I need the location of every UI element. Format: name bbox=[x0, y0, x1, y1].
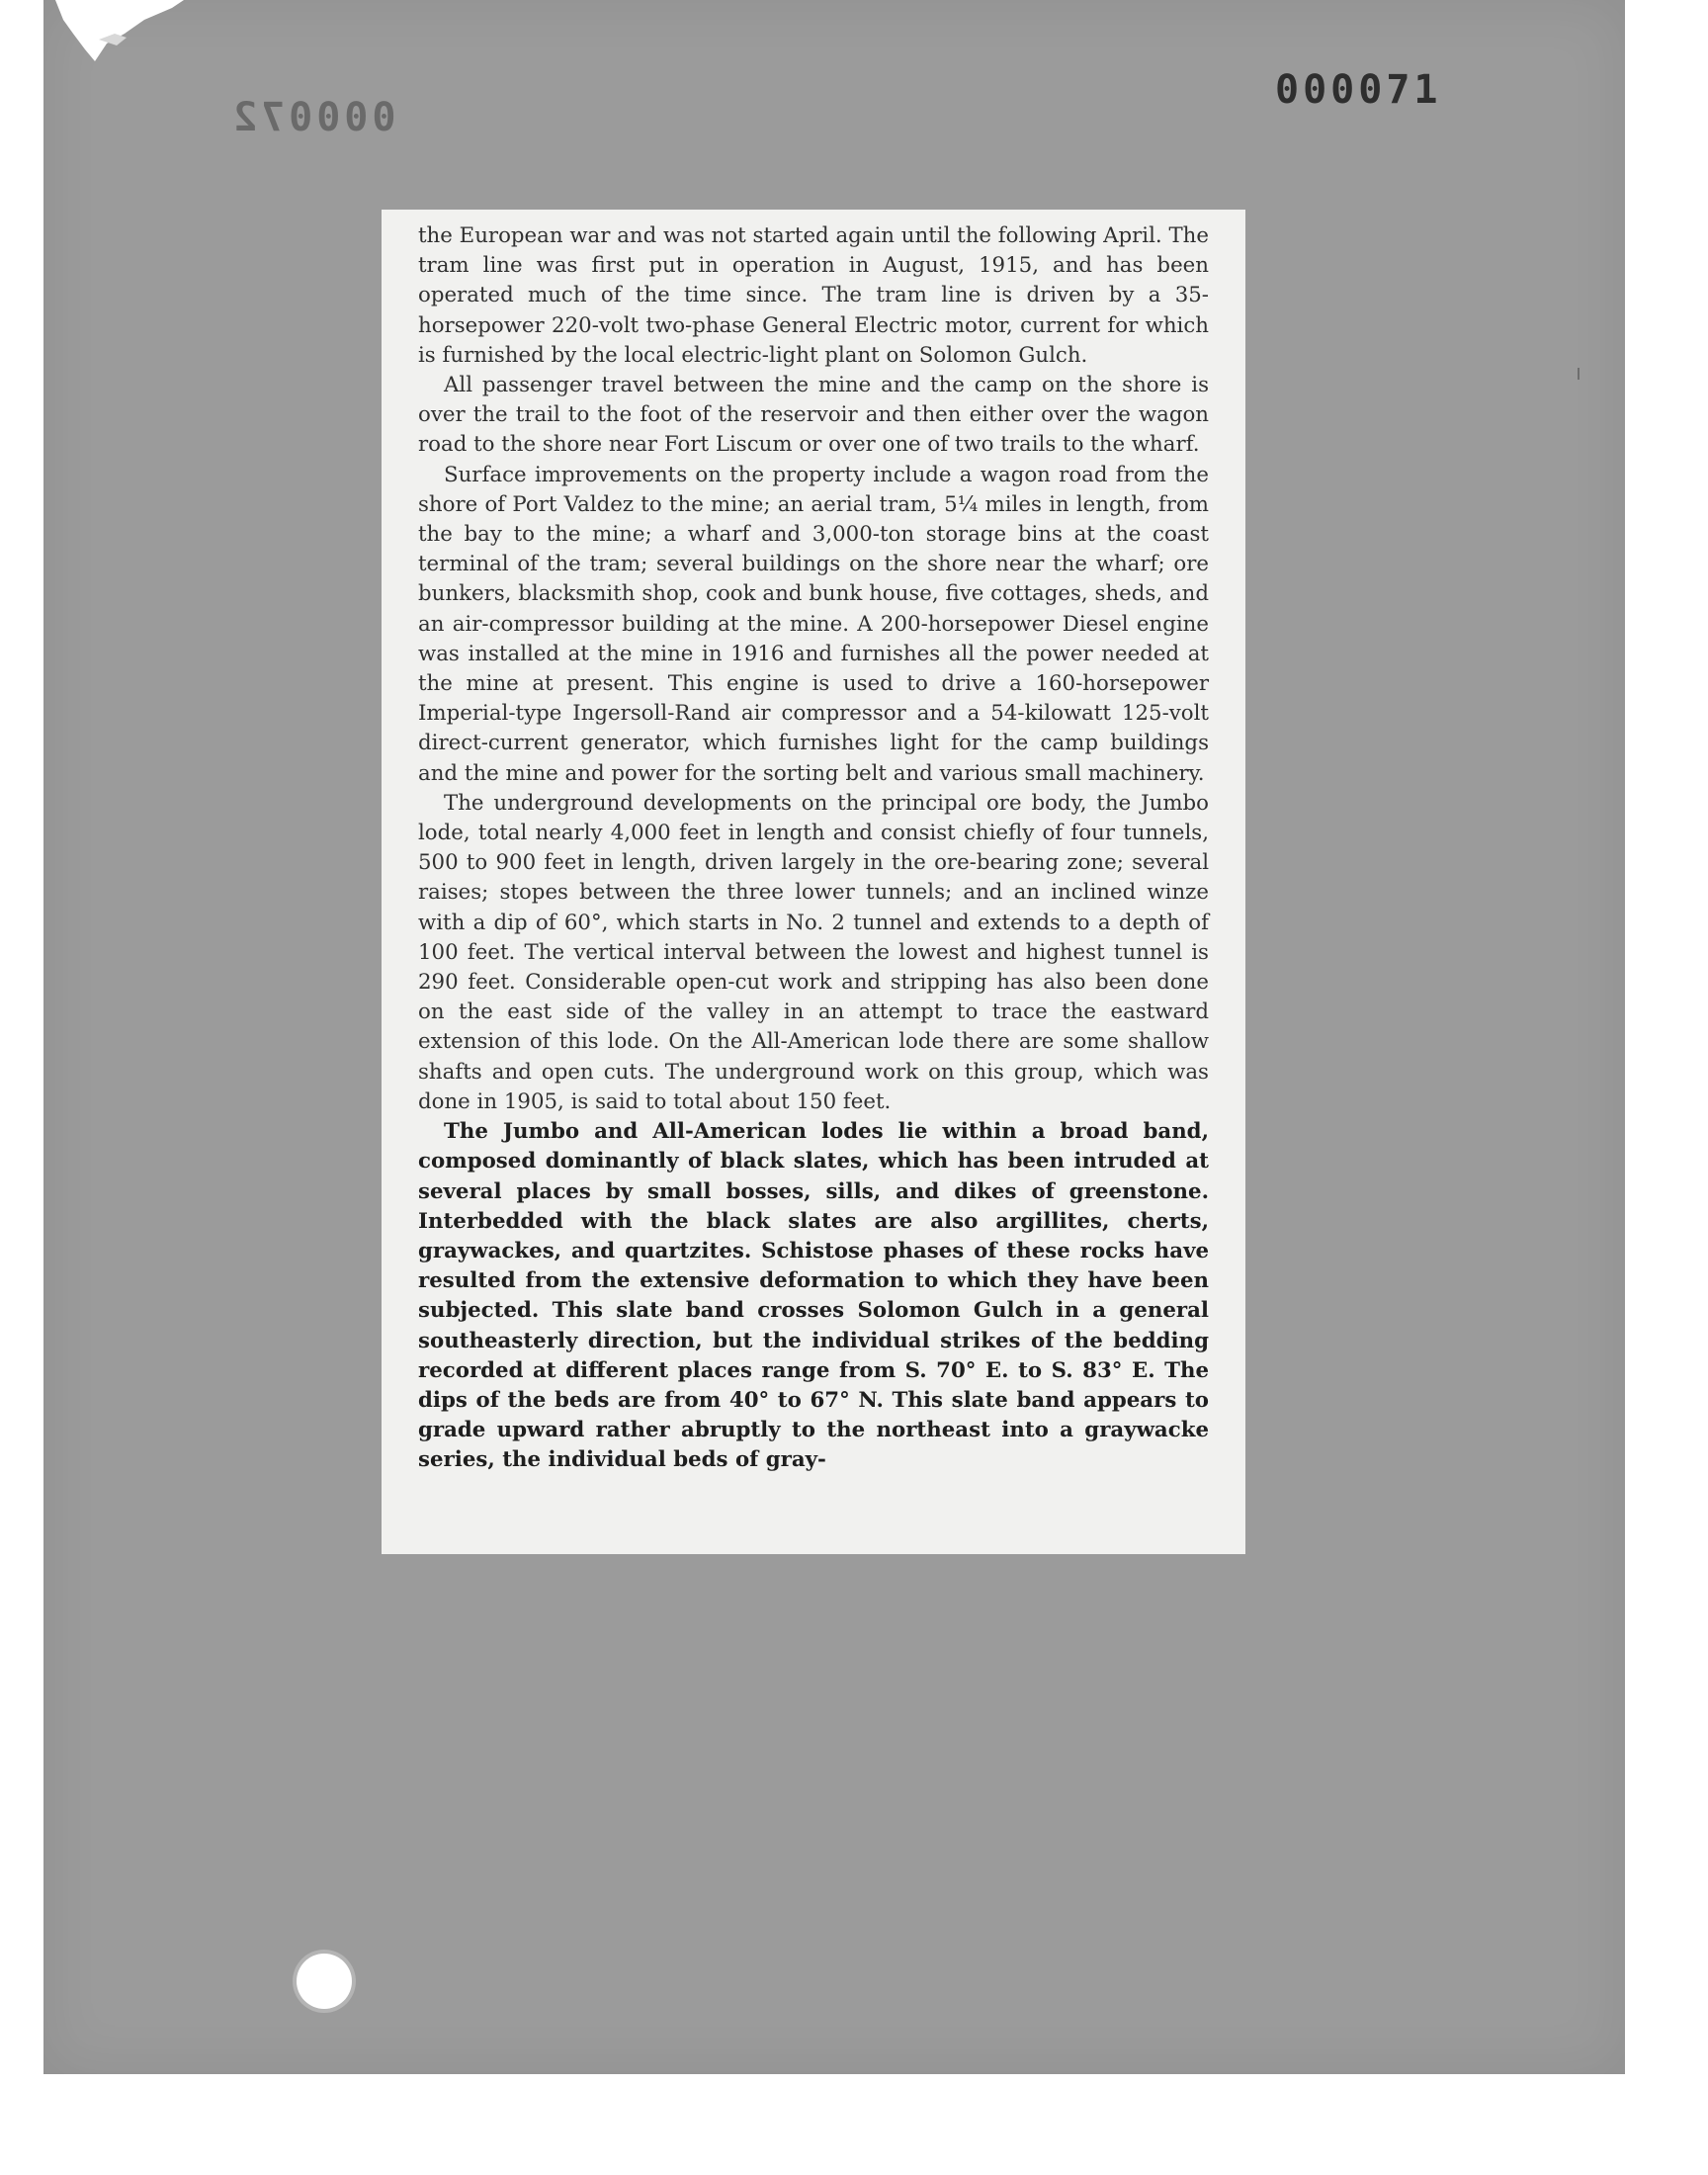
paragraph-underground-developments: The underground developments on the principal ore body, the Jumbo lode, total nearly 4,000 feet in length and consist chiefly of four tunnels, 500 to 900 feet in length, driven largely in the ore-bearing zone; several raises; stopes between the three lower tunnels; and an inclined winze with a dip of 60°, which starts in No. 2 tunnel and extends to a depth of 100 feet. The vertical interval between the lowest and highest tunnel is 290 feet. Considerable open-cut work and stripping has also been done on the east side of the valley in an attempt to trace the eastward extension of this lode. On the All-American lode there are some shallow shafts and open cuts. The underground work on this group, which was done in 1905, is said to total about 150 feet. bbox=[418, 790, 1209, 1114]
punch-hole bbox=[297, 1954, 352, 2009]
paragraph-passenger-travel: All passenger travel between the mine and the camp on the shore is over the trail to the foot of the reservoir and then either over the wagon road to the shore near Fort Liscum or over one of two trails to the wharf. bbox=[418, 373, 1209, 458]
mirrored-page-stamp: 000072 bbox=[229, 95, 396, 140]
paragraph-tram-line: the European war and was not started again until the following April. The tram line was first put in operation in August, 1915, and has been operated much of the time since. The tram line is driven by a 35-horsepower 220-volt two-phase General Electric motor, current for which is furnished by the local electric-light plant on Solomon Gulch. bbox=[418, 223, 1209, 368]
scan-speck bbox=[1578, 368, 1580, 380]
torn-corner-mark bbox=[55, 0, 184, 69]
paragraph-surface-improvements: Surface improvements on the property include a wagon road from the shore of Port Valdez to the mine; an aerial tram, 5¼ miles in length, from the bay to the mine; a wharf and 3,000-ton storage bins at the coast terminal of the tram; several buildings on the shore near the wharf; ore bunkers, blacksmith shop, cook and bunk house, five cottages, sheds, and an air-compressor building at the mine. A 200-horsepower Diesel engine was installed at the mine in 1916 and furnishes all the power needed at the mine at present. This engine is used to drive a 160-horsepower Imperial-type Ingersoll-Rand air compressor and a 54-kilowatt 125-volt direct-current generator, which furnishes light for the camp buildings and the mine and power for the sorting belt and various small machinery. bbox=[418, 462, 1209, 786]
text-clipping bbox=[382, 210, 1245, 1554]
page-stamp-number: 000071 bbox=[1275, 67, 1442, 113]
paragraph-geology: The Jumbo and All-American lodes lie within a broad band, composed dominantly of black slates, which has been intruded at several places by small bosses, sills, and dikes of greenstone. Interbedded with the black slates are also argillites, cherts, graywackes, and quartzites. Schistose phases of these rocks have resulted from the extensive deformation to which they have been subjected. This slate band crosses Solomon Gulch in a general southeasterly direction, but the individual strikes of the bedding recorded at different places range from S. 70° E. to S. 83° E. The dips of the beds are from 40° to 67° N. This slate band appears to grade upward rather abruptly to the northeast into a graywacke series, the individual beds of gray- bbox=[418, 1119, 1209, 1473]
